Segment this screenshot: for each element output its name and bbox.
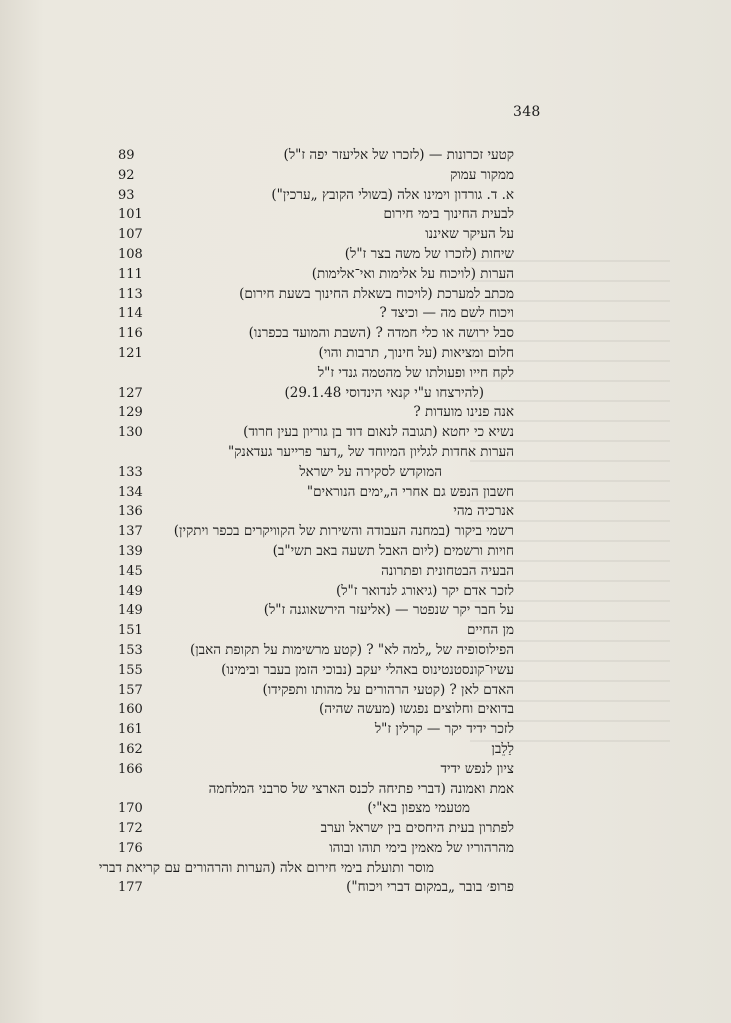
toc-entry-title: המוקדש לסקירה על ישראל [299, 463, 442, 480]
toc-entry-page: 107 [118, 227, 143, 243]
toc-entry [114, 304, 514, 324]
toc-entry-title: (להירצחו ע"י קנאי הינדוסי 29.1.48) [284, 384, 484, 401]
toc-entry [114, 483, 514, 503]
toc-entry [114, 265, 514, 285]
toc-entry-title: סבל ירושה או כלי חמדה ? (השבת והמועד בכפרנו) [248, 325, 514, 342]
toc-entry-title: לזכר ידיד יקר — קרלין ז"ל [374, 721, 514, 738]
toc-entry [114, 384, 514, 404]
toc-entry-title: פרופ׳ בובר „במקום דברי ויכוח") [346, 879, 514, 896]
toc-entry-page: 92 [118, 167, 135, 183]
toc-entry-title: על העיקר שאיננו [425, 226, 514, 243]
toc-entry-page: 177 [118, 880, 143, 896]
toc-entry-title: הערות (לויכוח על אלימות ואי־אלימות) [311, 265, 514, 282]
toc-entry [114, 542, 514, 562]
toc-entry-page: 151 [118, 623, 143, 639]
toc-entry-page: 149 [118, 583, 143, 599]
toc-entry-page: 155 [118, 662, 143, 678]
toc-entry-title: מטעמי מצפון בא"י) [367, 800, 470, 817]
toc-entry [114, 522, 514, 542]
toc-entry-title: האדם לאן ? (קטעי הרהורים על מהותו ותפקידו) [262, 681, 514, 698]
toc-entry-title: אנה פנינו מועדות ? [413, 404, 514, 421]
toc-entry-title: מן החיים [467, 622, 514, 639]
toc-entry-title: ויכוח לשם מה — וכיצד ? [379, 305, 514, 322]
toc-entry-page: 176 [118, 840, 143, 856]
toc-entry-page: 170 [118, 801, 143, 817]
toc-entry-page: 161 [118, 722, 143, 738]
toc-entry-page: 108 [118, 246, 143, 262]
toc-entry-title: לפתרון בעית היחסים בין ישראל וערב [320, 820, 514, 837]
toc-entry-page: 113 [118, 286, 143, 302]
toc-entry [114, 324, 514, 344]
toc-entry [114, 621, 514, 641]
toc-entry [114, 245, 514, 265]
toc-entry [114, 819, 514, 839]
toc-entry-title: שיחות (לזכרו של משה בצר ז"ל) [344, 245, 514, 262]
toc-entry-title: בדואים וחלוצים נפגשו (מעשה שהיה) [319, 701, 514, 718]
toc-entry [114, 878, 514, 898]
toc-entry-title: חשבון הנפש גם אחרי ה„ימים הנוראים" [306, 483, 514, 500]
toc-entry-page: 139 [118, 543, 143, 559]
toc-entry [114, 780, 514, 800]
toc-entry-title: ממקור עמוק [450, 166, 514, 183]
toc-entry [114, 443, 514, 463]
toc-entry [114, 364, 514, 384]
toc-entry [114, 344, 514, 364]
toc-entry [114, 502, 514, 522]
toc-entry [114, 166, 514, 186]
toc-entry-title: הפילוסופיה של „למה לא" ? (קטע מרשימות על תקופת האבן) [189, 641, 514, 658]
toc-entry [114, 582, 514, 602]
toc-entry [114, 205, 514, 225]
toc-entry [114, 839, 514, 859]
toc-entry-title: לזכר אדם יקר (גיאורג לנדואר ז"ל) [335, 582, 514, 599]
toc-entry-page: 121 [118, 345, 143, 361]
toc-entry-page: 145 [118, 563, 143, 579]
toc-entry-page: 116 [118, 326, 143, 342]
toc-entry-title: מכתב למערכת (לויכוח בשאלת החינוך בשעת חירום) [239, 285, 514, 302]
toc-entry-page: 134 [118, 484, 143, 500]
toc-entry-page: 127 [118, 385, 143, 401]
toc-entry [114, 225, 514, 245]
toc-entry-title: מוסר ותועלת בימי חירום אלה (הערות והרהורים עם קריאת דברי [98, 859, 434, 876]
toc-entry-page: 160 [118, 702, 143, 718]
toc-entry-page: 172 [118, 821, 143, 837]
toc-entry-page: 157 [118, 682, 143, 698]
toc-entry [114, 146, 514, 166]
toc-entry-title: א. ד. גורדון וימינו אלה (בשולי הקובץ „ערכין") [271, 186, 514, 203]
toc-entry-page: 111 [118, 266, 143, 282]
toc-entry-title: מהרהוריו של מאמין בימי תוהו ובוהו [329, 839, 514, 856]
toc-entry-page: 133 [118, 464, 143, 480]
page-number: 348 [513, 104, 541, 120]
toc-entry-title: לקח חייו ופעולתו של מהטמה גנדי ז"ל [317, 364, 514, 381]
toc-entry [114, 562, 514, 582]
toc-entry-title: חלום ומציאות (על חינוך, תרבות והוי) [318, 344, 514, 361]
toc-entry [114, 799, 514, 819]
toc-entry [114, 601, 514, 621]
toc-entry-title: עשיו־קונסטנטינוס באהלי יעקב (נבוכי הזמן בעבר ובימינו) [221, 661, 514, 678]
toc-entry [114, 681, 514, 701]
toc-entry [114, 641, 514, 661]
toc-entry-title: חויות ורשמים (ליום האבל תשעה באב תשי"ב) [272, 542, 514, 559]
toc-entry [98, 859, 514, 879]
toc-entry-title: אמת ואמונה (דברי פתיחה לכנס הארצי של סרבני המלחמה [208, 780, 514, 797]
toc-entry-page: 153 [118, 642, 143, 658]
toc-entry-page: 137 [118, 524, 143, 540]
toc-entry-page: 130 [118, 425, 143, 441]
toc-entry-page: 166 [118, 761, 143, 777]
toc-entry-title: הבעיה הבטחונית ופתרונה [381, 562, 514, 579]
toc-entry [114, 463, 514, 483]
toc-entry [114, 423, 514, 443]
toc-entry [114, 720, 514, 740]
toc-entry [114, 186, 514, 206]
toc-entry-page: 114 [118, 306, 143, 322]
toc-entry-title: ציון לנפש ידיד [440, 760, 514, 777]
toc-entry-title: הערות אחדות לגליון המיוחד של „דער פרייער געדאנק" [228, 443, 514, 460]
toc-entry [114, 285, 514, 305]
toc-entry-page: 89 [118, 148, 135, 163]
toc-entry [114, 760, 514, 780]
toc-entry-title: קטעי זכרונות — (לזכרו של אליעזר יפה ז"ל) [283, 147, 514, 163]
toc-entry [114, 700, 514, 720]
table-of-contents [98, 146, 514, 898]
toc-entry-title: רשמי ביקור (במחנה העבודה והשירות של הקוויקרים בכפר ויתקין) [173, 523, 514, 540]
toc-entry-title: לַלֵבן [491, 740, 514, 757]
toc-entry-page: 129 [118, 405, 143, 421]
toc-entry-title: אנרכיה מהי [453, 503, 514, 520]
toc-entry-title: על חבר יקר שנפטר — (אליעזר הירשאוגנה ז"ל) [263, 602, 514, 619]
toc-entry [114, 403, 514, 423]
toc-entry [114, 740, 514, 760]
toc-entry-page: 162 [118, 741, 143, 757]
toc-entry-page: 149 [118, 603, 143, 619]
toc-entry-page: 136 [118, 504, 143, 520]
toc-entry-title: לבעית החינוך בימי חירום [383, 206, 514, 223]
toc-entry-title: נשיא כי יחטא (תגובה לנאום דוד בן גוריון בעין חרוד) [243, 424, 514, 441]
toc-entry [114, 661, 514, 681]
toc-entry-page: 93 [118, 187, 135, 203]
toc-entry-page: 101 [118, 207, 143, 223]
